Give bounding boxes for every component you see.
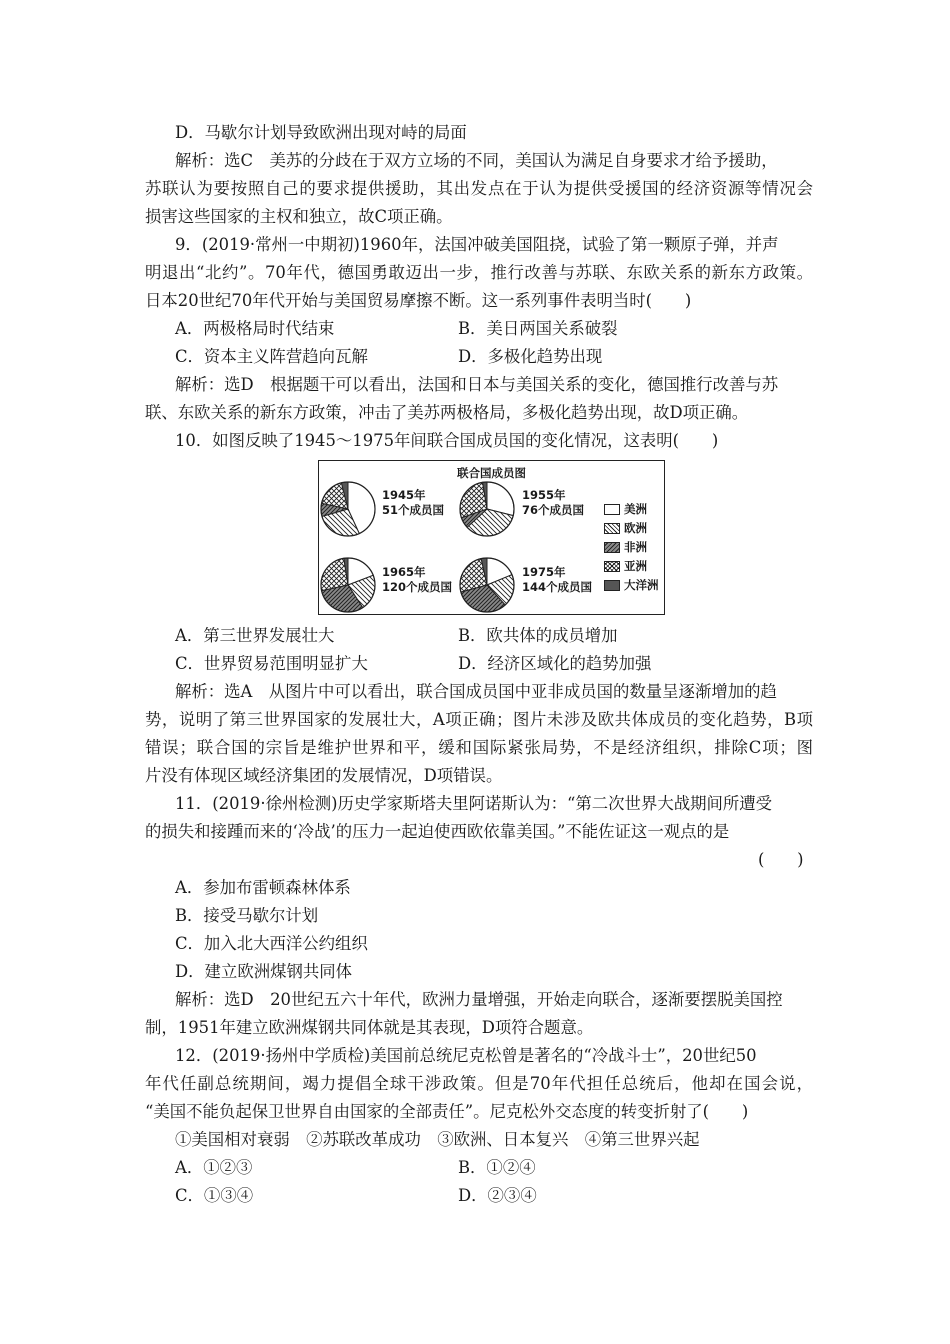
q11-option-d: D．建立欧洲煤钢共同体: [175, 962, 353, 981]
q10-analysis: 错误；联合国的宗旨是维护世界和平，缓和国际紧张局势，不是经济组织，排除C项；图: [145, 738, 813, 757]
q11-option-c: C．加入北大西洋公约组织: [175, 934, 368, 953]
q11-analysis: 制，1951年建立欧洲煤钢共同体就是其表现，D项符合题意。: [145, 1018, 594, 1037]
legend-label: 大洋洲: [624, 578, 659, 592]
legend-swatch: [604, 504, 620, 515]
q10-analysis: 解析：选A 从图片中可以看出，联合国成员国中亚非成员国的数量呈逐渐增加的趋: [175, 682, 777, 701]
pie-1975-count: 144个成员国: [522, 580, 593, 594]
q11-answer-paren: ( ): [758, 850, 804, 869]
q10-option-b: B．欧共体的成员增加: [458, 626, 618, 645]
question-12-stem: 年代任副总统期间，竭力提倡全球干涉政策。但是70年代担任总统后，他却在国会说，: [145, 1074, 813, 1093]
q10-analysis: 势，说明了第三世界国家的发展壮大，A项正确；图片未涉及欧共体成员的变化趋势，B项: [145, 710, 813, 729]
q11-option-b: B．接受马歇尔计划: [175, 906, 319, 925]
q10-analysis: 片没有体现区域经济集团的发展情况，D项错误。: [145, 766, 503, 785]
legend-swatch: [604, 580, 620, 591]
q10-option-a: A．第三世界发展壮大: [175, 626, 335, 645]
pie-1955-year: 1955年: [522, 488, 566, 502]
legend-swatch: [604, 561, 620, 572]
q9-analysis: 解析：选D 根据题干可以看出，法国和日本与美国关系的变化，德国推行改善与苏: [175, 375, 779, 394]
pie-1965-year: 1965年: [382, 565, 426, 579]
q9-option-b: B．美日两国关系破裂: [458, 319, 618, 338]
q11-analysis: 解析：选D 20世纪五六十年代，欧洲力量增强，开始走向联合，逐渐要摆脱美国控: [175, 990, 783, 1009]
option-d-text: D．马歇尔计划导致欧洲出现对峙的局面: [175, 123, 467, 142]
analysis-line: 苏联认为要按照自己的要求提供援助，其出发点在于认为提供受援国的经济资源等情况会: [145, 179, 813, 198]
q9-analysis: 联、东欧关系的新东方政策，冲击了美苏两极格局，多极化趋势出现，故D项正确。: [145, 403, 749, 422]
chart-title: 联合国成员图: [457, 466, 526, 480]
pie-1975-year: 1975年: [522, 565, 566, 579]
question-12-stem: “美国不能负起保卫世界自由国家的全部责任”。尼克松外交态度的转变折射了( ): [145, 1102, 749, 1121]
pie-charts: [319, 461, 666, 616]
q12-option-b: B．①②④: [458, 1158, 536, 1177]
analysis-line: 解析：选C 美苏的分歧在于双方立场的不同，美国认为满足自身要求才给予援助，: [175, 151, 778, 170]
analysis-line: 损害这些国家的主权和独立，故C项正确。: [145, 207, 453, 226]
pie-1965-count: 120个成员国: [382, 580, 453, 594]
q12-option-a: A．①②③: [175, 1158, 253, 1177]
pie-1945-year: 1945年: [382, 488, 426, 502]
legend-label: 欧洲: [624, 521, 647, 535]
q10-option-c: C．世界贸易范围明显扩大: [175, 654, 368, 673]
question-12-stem: 12．(2019·扬州中学质检)美国前总统尼克松曾是著名的“冷战斗士”，20世纪50: [175, 1046, 757, 1065]
legend-swatch: [604, 542, 620, 553]
question-9-stem: 日本20世纪70年代开始与美国贸易摩擦不断。这一系列事件表明当时( ): [145, 291, 692, 310]
q12-option-c: C．①③④: [175, 1186, 254, 1205]
question-10-stem: 10．如图反映了1945～1975年间联合国成员国的变化情况，这表明( ): [175, 431, 719, 450]
q9-option-c: C．资本主义阵营趋向瓦解: [175, 347, 368, 366]
question-9-stem: 9．(2019·常州一中期初)1960年，法国冲破美国阻挠，试验了第一颗原子弹，并声: [175, 235, 779, 254]
q10-option-d: D．经济区域化的趋势加强: [458, 654, 652, 673]
question-11-stem: 11．(2019·徐州检测)历史学家斯塔夫里阿诺斯认为：“第二次世界大战期间所遭受: [175, 794, 773, 813]
un-members-chart: [318, 460, 665, 615]
pie-slice-asia: [321, 558, 348, 590]
legend-label: 非洲: [624, 540, 647, 554]
legend-label: 亚洲: [624, 559, 647, 573]
q9-option-a: A．两极格局时代结束: [175, 319, 335, 338]
question-11-stem: 的损失和接踵而来的‘冷战’的压力一起迫使西欧依靠美国。”不能佐证这一观点的是: [145, 822, 730, 841]
q9-option-d: D．多极化趋势出现: [458, 347, 603, 366]
q12-option-d: D．②③④: [458, 1186, 537, 1205]
legend-label: 美洲: [624, 502, 647, 516]
pie-1945-count: 51个成员国: [382, 503, 445, 517]
q11-option-a: A．参加布雷顿森林体系: [175, 878, 351, 897]
legend-swatch: [604, 523, 620, 534]
q12-items: ①美国相对衰弱 ②苏联改革成功 ③欧洲、日本复兴 ④第三世界兴起: [175, 1130, 700, 1149]
pie-1955-count: 76个成员国: [522, 503, 585, 517]
question-9-stem: 明退出“北约”。70年代，德国勇敢迈出一步，推行改善与苏联、东欧关系的新东方政策。: [145, 263, 813, 282]
